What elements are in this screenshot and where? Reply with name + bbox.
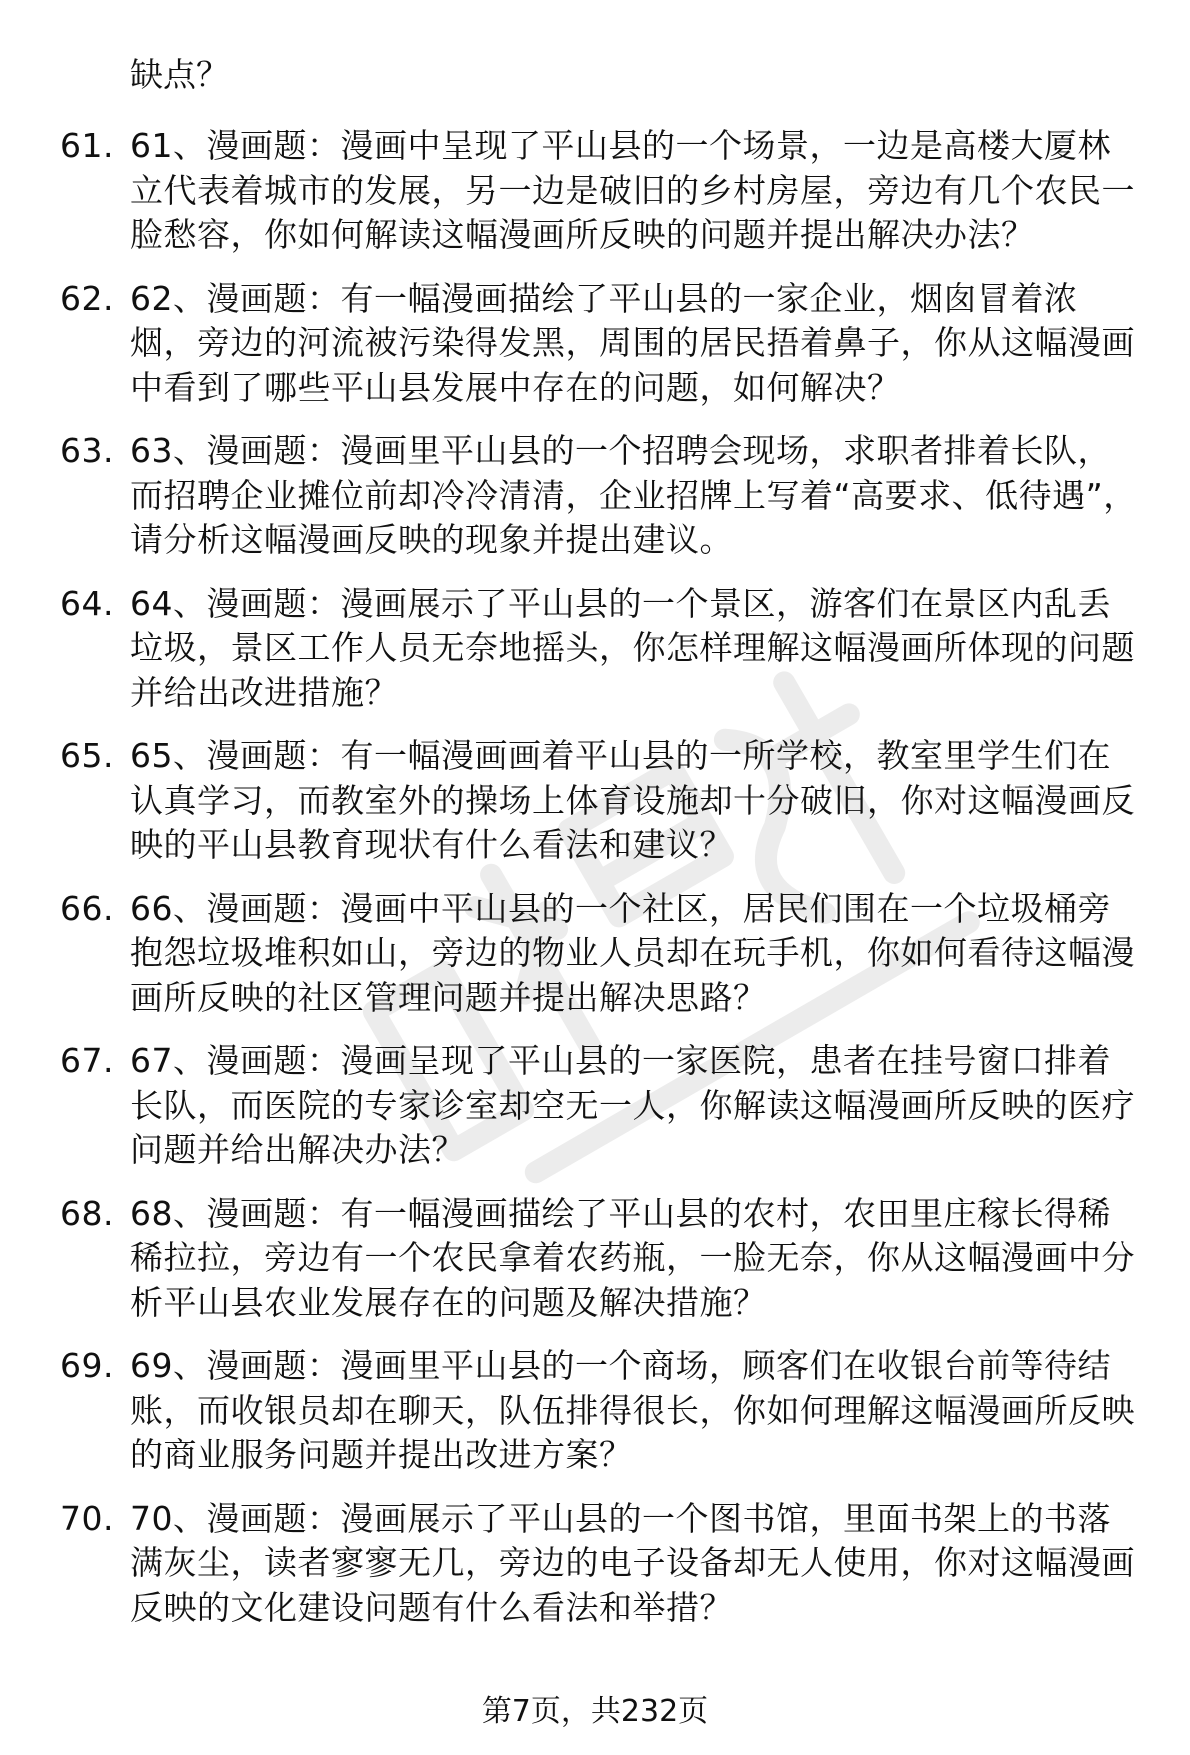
question-item [0, 734, 1190, 868]
question-number: 62. [60, 278, 114, 318]
question-number: 61. [60, 126, 114, 165]
carryover-text: 缺点？ [130, 55, 229, 94]
question-text: 69、漫画题：漫画里平山县的一个商场，顾客们在收银台前等待结账，而收银员却在聊天，队伍排得很长，你如何理解这幅漫画所反映的商业服务问题并提出改进方案？ [130, 1346, 1135, 1474]
page-footer: 第7页，共232页 [481, 1694, 709, 1729]
question-number: 66. [60, 888, 114, 928]
question-number: 65. [60, 736, 114, 775]
question-number: 69. [60, 1346, 114, 1385]
question-item [0, 582, 1190, 716]
question-item [0, 1344, 1190, 1478]
question-item [0, 124, 1190, 258]
question-item [0, 887, 1190, 1021]
question-text: 63、漫画题：漫画里平山县的一个招聘会现场，求职者排着长队，而招聘企业摊位前却冷冷清清，企业招牌上写着“高要求、低待遇”，请分析这幅漫画反映的现象并提出建议。 [130, 431, 1137, 559]
question-number: 64. [60, 583, 114, 623]
question-item [0, 429, 1190, 563]
question-number: 63. [60, 431, 114, 470]
question-item [0, 1497, 1190, 1631]
question-text: 70、漫画题：漫画展示了平山县的一个图书馆，里面书架上的书落满灰尘，读者寥寥无几，旁边的电子设备却无人使用，你对这幅漫画反映的文化建设问题有什么看法和举措？ [130, 1498, 1135, 1627]
question-text: 61、漫画题：漫画中呈现了平山县的一个场景，一边是高楼大厦林立代表着城市的发展，另一边是破旧的乡村房屋，旁边有几个农民一脸愁容，你如何解读这幅漫画所反映的问题并提出解决办法？ [130, 126, 1135, 254]
question-text: 68、漫画题：有一幅漫画描绘了平山县的农村，农田里庄稼长得稀稀拉拉，旁边有一个农民拿着农药瓶，一脸无奈，你从这幅漫画中分析平山县农业发展存在的问题及解决措施？ [130, 1193, 1135, 1322]
question-text: 67、漫画题：漫画呈现了平山县的一家医院，患者在挂号窗口排着长队，而医院的专家诊室却空无一人，你解读这幅漫画所反映的医疗问题并给出解决办法？ [130, 1041, 1135, 1169]
question-text: 64、漫画题：漫画展示了平山县的一个景区，游客们在景区内乱丢垃圾，景区工作人员无奈地摇头，你怎样理解这幅漫画所体现的问题并给出改进措施？ [130, 583, 1135, 712]
question-list [0, 124, 1190, 1649]
question-number: 67. [60, 1041, 114, 1080]
question-item [0, 277, 1190, 411]
question-text: 62、漫画题：有一幅漫画描绘了平山县的一家企业，烟囱冒着浓烟，旁边的河流被污染得发黑，周围的居民捂着鼻子，你从这幅漫画中看到了哪些平山县发展中存在的问题，如何解决？ [130, 278, 1135, 407]
question-item [0, 1192, 1190, 1326]
question-text: 65、漫画题：有一幅漫画画着平山县的一所学校，教室里学生们在认真学习，而教室外的操场上体育设施却十分破旧，你对这幅漫画反映的平山县教育现状有什么看法和建议？ [130, 736, 1135, 864]
question-number: 68. [60, 1193, 114, 1233]
question-number: 70. [60, 1498, 114, 1538]
question-item [0, 1039, 1190, 1173]
question-text: 66、漫画题：漫画中平山县的一个社区，居民们围在一个垃圾桶旁抱怨垃圾堆积如山，旁边的物业人员却在玩手机，你如何看待这幅漫画所反映的社区管理问题并提出解决思路？ [130, 888, 1135, 1017]
